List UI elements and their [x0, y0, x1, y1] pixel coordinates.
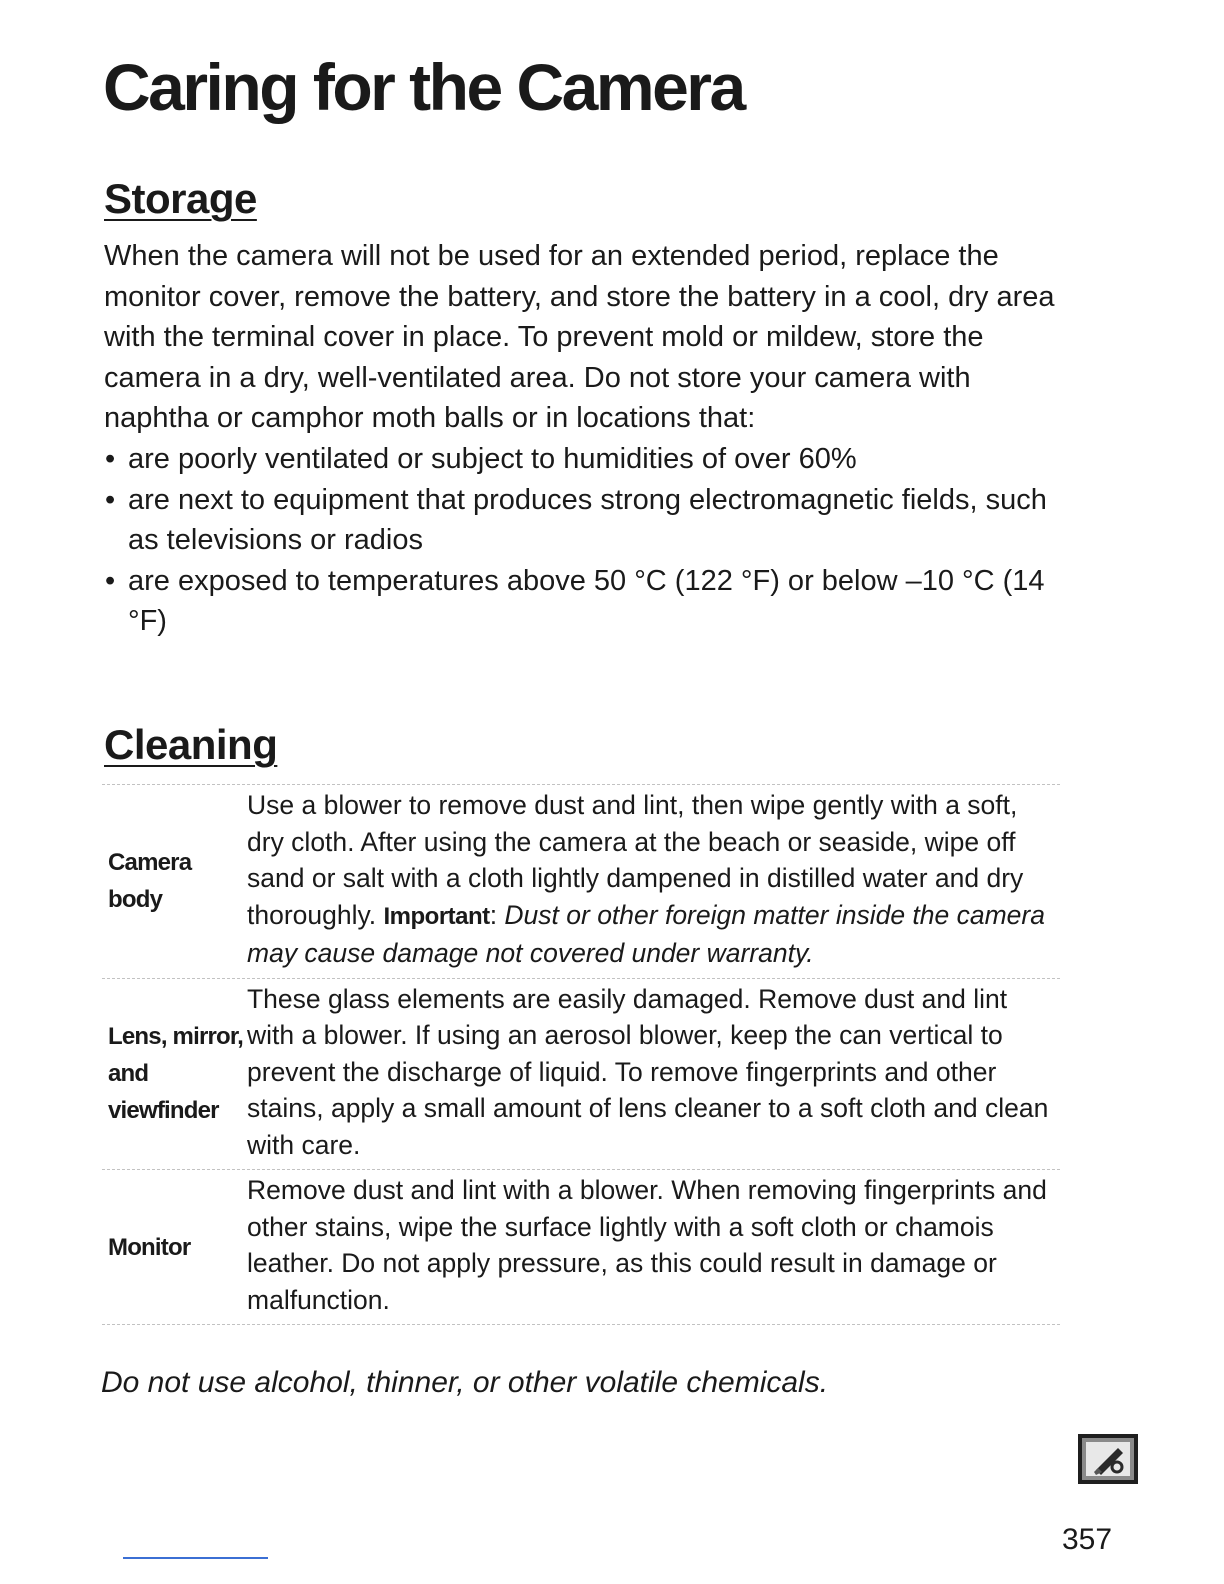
closing-note: Do not use alcohol, thinner, or other volatile chemicals.: [101, 1366, 829, 1399]
page-number: 357: [1062, 1523, 1113, 1556]
storage-intro: When the camera will not be used for an extended period, replace the monitor cover, remove the battery, and store the battery in a cool, dry area with the terminal cover in place. To prevent mold or mildew, store the camera in a dry, well-ventilated area. Do not store your camera with naphtha or camphor moth balls or in locations that:: [104, 240, 1055, 435]
row-label: Camera body: [108, 849, 192, 914]
row-description: Remove dust and lint with a blower. When removing fingerprints and other stains, wipe the surface lightly with a soft cloth or chamois leather. Do not apply pressure, as this could result in damage or malfunction.: [247, 1175, 1047, 1315]
important-separator: :: [489, 899, 505, 930]
storage-bullet: • are exposed to temperatures above 50 °C (122 °F) or below –10 °C (14 °F): [104, 561, 1074, 642]
important-text: Dust or other foreign matter inside the camera may cause damage not covered under warranty.: [247, 899, 1045, 968]
cleaning-row-lens: [102, 978, 1060, 1170]
page-title: Caring for the Camera: [103, 50, 744, 124]
important-label: Important: [383, 902, 490, 930]
technical-notes-icon: [1078, 1434, 1138, 1484]
storage-heading: Storage: [104, 175, 257, 222]
row-text: Use a blower to remove dust and lint, then wipe gently with a soft, dry cloth. After using the camera at the beach or seaside, wipe off sand or salt with a cloth lightly dampened in distilled water and dry thoroughly.: [247, 790, 1024, 930]
row-label: Lens, mirror, and viewfinder: [108, 1023, 243, 1125]
cleaning-table: [102, 784, 1060, 1325]
row-label: Monitor: [108, 1233, 191, 1261]
storage-bullet: • are poorly ventilated or subject to humidities of over 60%: [104, 439, 1074, 480]
storage-bullet-list: [104, 439, 1074, 642]
cleaning-row-camera-body: [102, 784, 1060, 978]
row-description: [247, 785, 1060, 978]
bottom-rule: [123, 1557, 268, 1559]
cleaning-row-monitor: [102, 1169, 1060, 1325]
storage-section: [104, 236, 1074, 642]
storage-bullet: • are next to equipment that produces strong electromagnetic fields, such as televisions or radios: [104, 480, 1074, 561]
cleaning-heading: Cleaning: [104, 721, 278, 768]
row-description: These glass elements are easily damaged. Remove dust and lint with a blower. If using an aerosol blower, keep the can vertical to prevent the discharge of liquid. To remove fingerprints and other stains, apply a small amount of lens cleaner to a soft cloth and clean with care.: [247, 983, 1049, 1160]
